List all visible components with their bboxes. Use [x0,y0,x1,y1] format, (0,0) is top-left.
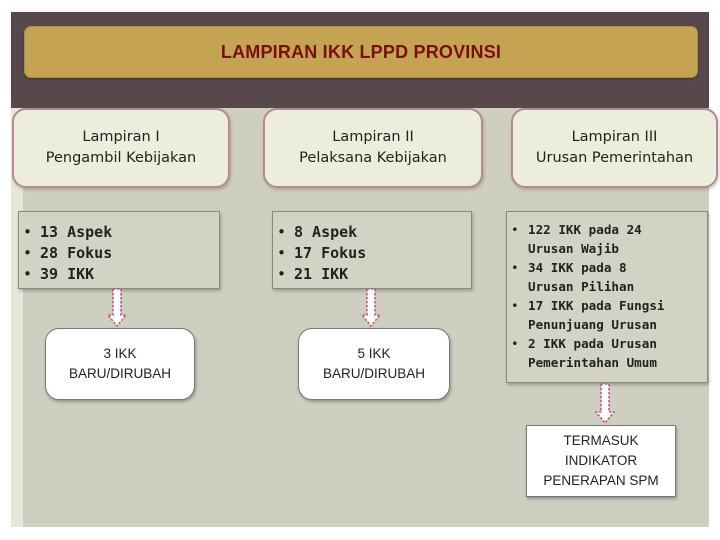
lampiran-1-result-label: BARU/DIRUBAH [68,366,171,381]
lampiran-2-result-count: 5 IKK [357,346,391,361]
lampiran-2-subtitle: Pelaksana Kebijakan [299,150,447,166]
lampiran-1-title: Lampiran I [82,129,160,145]
lampiran-2-result-box [298,328,450,400]
lampiran-2-summary-box [272,211,472,289]
lampiran-1-subtitle: Pengambil Kebijakan [45,150,197,166]
bullet-item [507,334,707,372]
lampiran-3-title: Lampiran III [571,129,658,145]
lampiran-3-summary-box [506,211,708,383]
lampiran-3-subtitle: Urusan Pemerintahan [535,150,694,166]
bullet-line: • 122 IKK pada 24 [528,222,642,237]
lampiran-2-bullet-list [273,222,471,285]
bullet-item [507,296,707,334]
bullet-line: Penunjuang Urusan [528,317,657,332]
bullet-item: • 13 Aspek [19,222,219,243]
down-arrow-icon [107,288,127,328]
lampiran-1-summary-box [18,211,220,289]
down-arrow-icon [361,288,381,328]
bullet-line: Urusan Pilihan [528,279,635,294]
bullet-item [507,220,707,258]
bullet-line: Urusan Wajib [528,241,619,256]
bullet-line: • 34 IKK pada 8 [528,260,627,275]
lampiran-1-result-count: 3 IKK [103,346,137,361]
lampiran-1-result-box [45,328,195,400]
down-arrow-icon [595,383,615,425]
bullet-line: Pemerintahan Umum [528,355,657,370]
lampiran-2-header [263,108,483,188]
lampiran-2-title: Lampiran II [332,129,414,145]
bullet-item: • 21 IKK [273,264,471,285]
bullet-line: • 2 IKK pada Urusan [528,336,657,351]
lampiran-3-result-line: TERMASUK [563,433,639,448]
bullet-item: • 8 Aspek [273,222,471,243]
lampiran-3-result-box [526,425,676,497]
bullet-item: • 17 Fokus [273,243,471,264]
lampiran-2-result-label: BARU/DIRUBAH [322,366,425,381]
bullet-item: • 28 Fokus [19,243,219,264]
title-bar [24,26,698,78]
lampiran-3-result-line: INDIKATOR [564,453,638,468]
bullet-item [507,258,707,296]
lampiran-1-header [12,108,230,188]
slide-title: LAMPIRAN IKK LPPD PROVINSI [220,41,502,62]
lampiran-3-result-line: PENERAPAN SPM [543,473,659,488]
lampiran-3-bullet-list [507,220,707,372]
lampiran-1-bullet-list [19,222,219,285]
lampiran-3-header [511,108,718,188]
bullet-item: • 39 IKK [19,264,219,285]
bullet-line: • 17 IKK pada Fungsi [528,298,665,313]
